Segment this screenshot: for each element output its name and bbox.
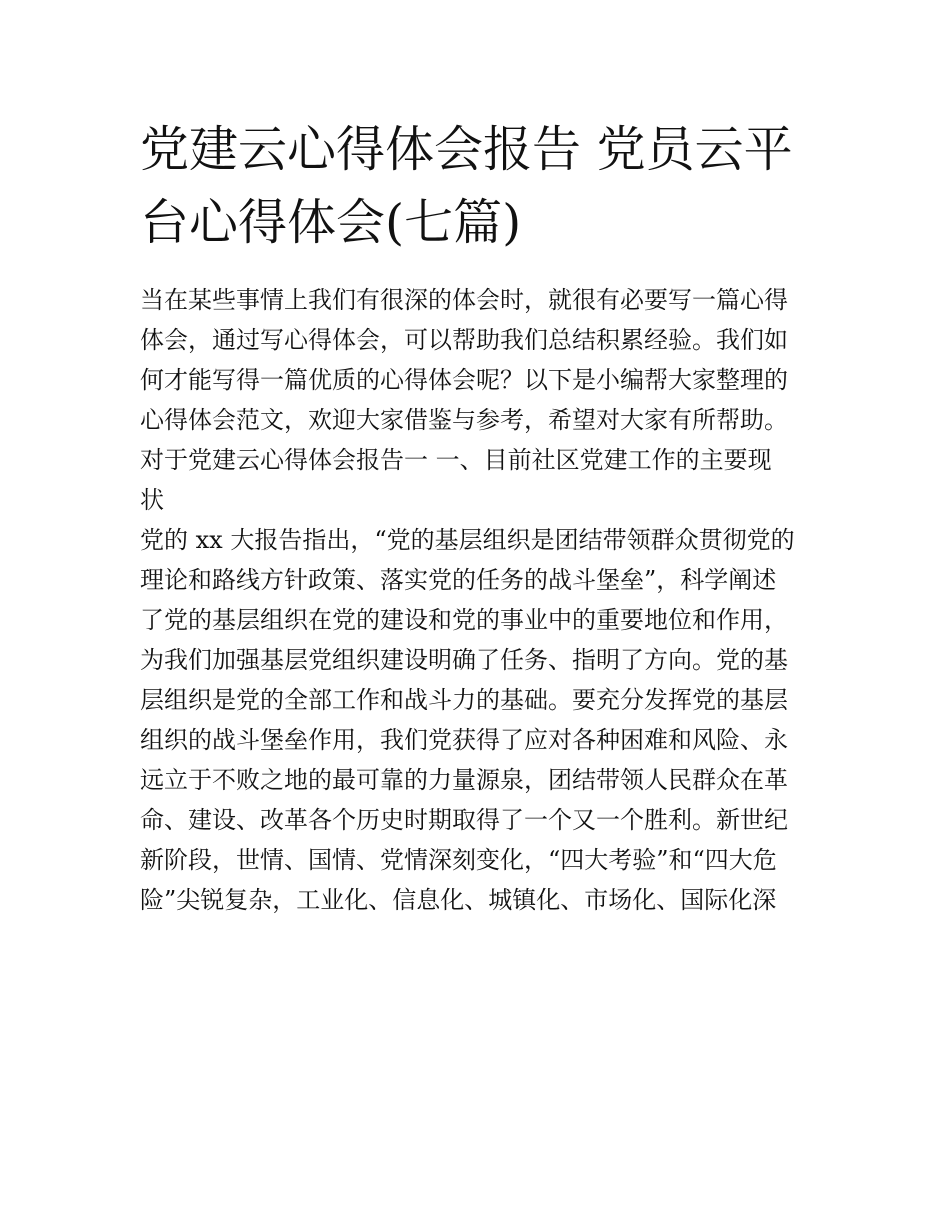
- section-heading-paragraph: [140, 440, 820, 520]
- text-line: 当在某些事情上我们有很深的体会时，就很有必要写一篇心得: [140, 286, 788, 314]
- text-line: 心得体会范文，欢迎大家借鉴与参考，希望对大家有所帮助。: [140, 406, 788, 434]
- text-line: 为我们加强基层党组织建设明确了任务、指明了方向。党的基: [140, 646, 788, 674]
- text-line: 体会，通过写心得体会，可以帮助我们总结积累经验。我们如: [140, 326, 788, 354]
- text-line: 了党的基层组织在党的建设和党的事业中的重要地位和作用，: [140, 606, 788, 634]
- text-line: 对于党建云心得体会报告一 一、目前社区党建工作的主要现: [140, 446, 772, 474]
- title-line-2: 台心得体会(七篇): [140, 194, 522, 251]
- text-line: 层组织是党的全部工作和战斗力的基础。要充分发挥党的基层: [140, 686, 788, 714]
- text-line: 命、建设、改革各个历史时期取得了一个又一个胜利。新世纪: [140, 806, 788, 834]
- text-line: 远立于不败之地的最可靠的力量源泉，团结带领人民群众在革: [140, 766, 788, 794]
- title-line-1: 党建云心得体会报告 党员云平: [140, 121, 793, 178]
- text-line: 理论和路线方针政策、落实党的任务的战斗堡垒”，科学阐述: [140, 566, 777, 594]
- document-body: [140, 280, 820, 920]
- text-line: 党的 xx 大报告指出，“党的基层组织是团结带领群众贯彻党的: [140, 526, 795, 554]
- text-line: 组织的战斗堡垒作用，我们党获得了应对各种困难和风险、永: [140, 726, 788, 754]
- text-line: 险”尖锐复杂，工业化、信息化、城镇化、市场化、国际化深: [140, 886, 777, 914]
- body-paragraph: [140, 520, 820, 920]
- text-line: 何才能写得一篇优质的心得体会呢？以下是小编帮大家整理的: [140, 366, 788, 394]
- text-line: 新阶段，世情、国情、党情深刻变化，“四大考验”和“四大危: [140, 846, 777, 874]
- document-title: [140, 113, 820, 259]
- intro-paragraph: [140, 280, 820, 440]
- text-line: 状: [140, 486, 164, 514]
